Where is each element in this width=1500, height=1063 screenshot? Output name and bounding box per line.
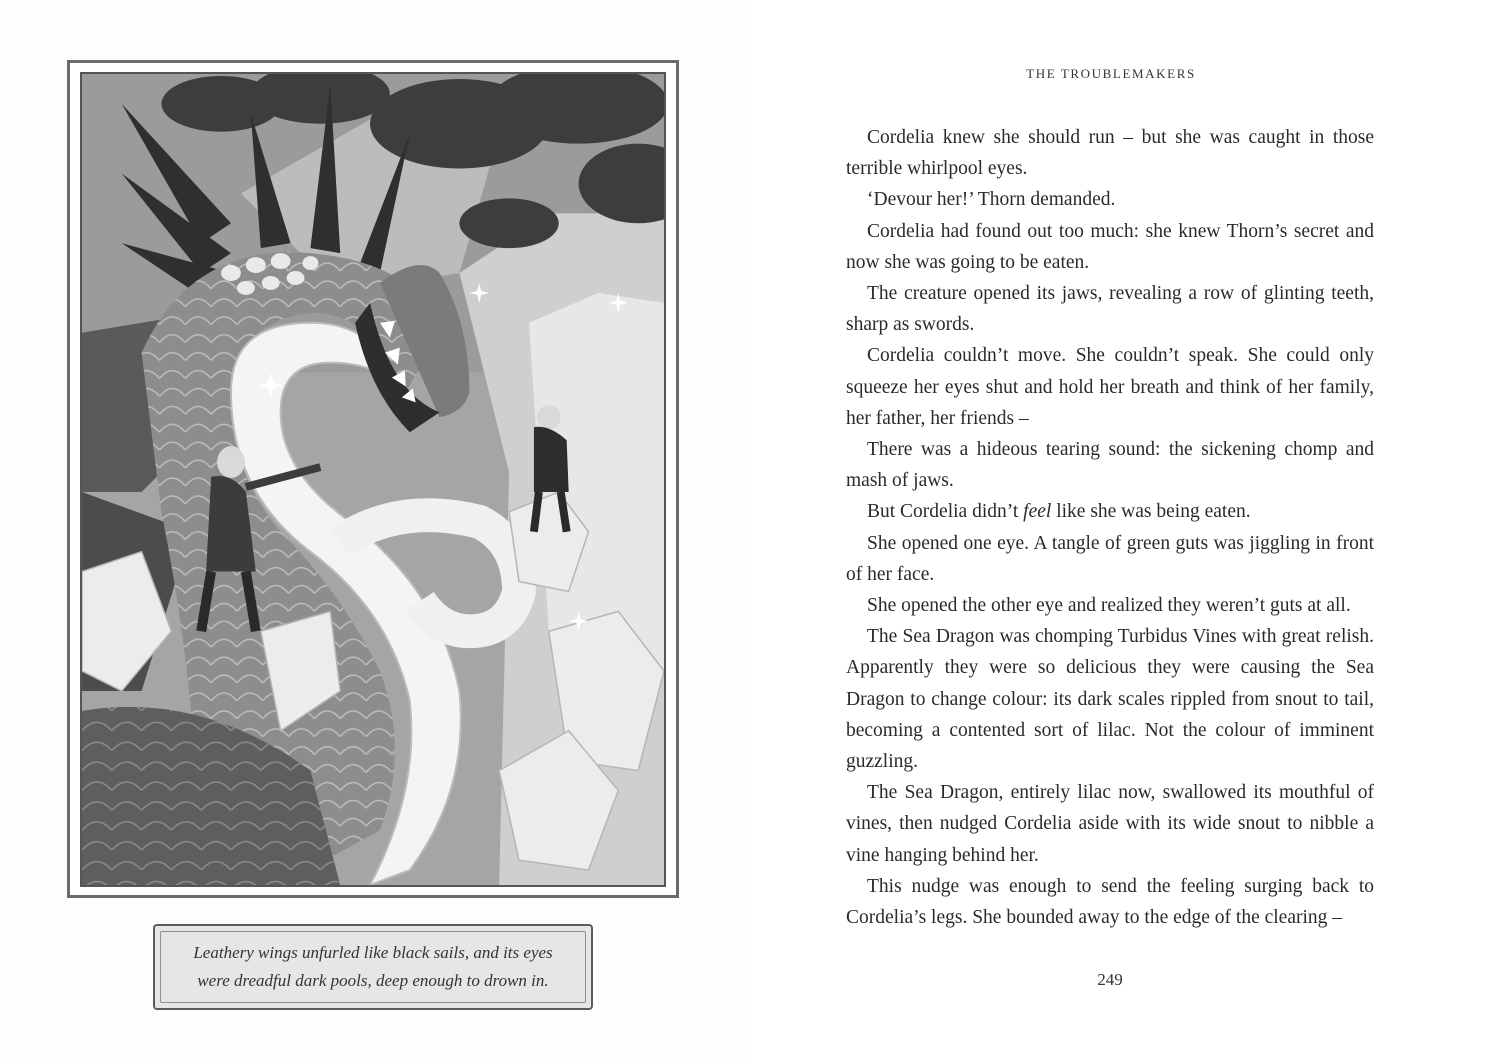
paragraph (846, 216, 1374, 278)
paragraph (846, 777, 1374, 871)
paragraph-text: The Sea Dragon was chomping Turbidus Vines with great relish. Apparently they were so delicious they were causing the Sea Dragon to change colour: its dark scales rippled from snout to tail, becoming a contented sort of lilac. Not the colour of imminent guzzling. (846, 626, 1374, 773)
caption-plaque (153, 924, 593, 1010)
paragraph (846, 434, 1374, 496)
paragraph (846, 871, 1374, 933)
paragraph (846, 278, 1374, 340)
paragraph (846, 621, 1374, 777)
paragraph-text: She opened one eye. A tangle of green guts was jiggling in front of her face. (846, 532, 1374, 585)
paragraph (846, 528, 1374, 590)
paragraph (846, 184, 1374, 215)
illustration-artwork (82, 74, 664, 885)
paragraph (846, 496, 1374, 527)
paragraph-text: This nudge was enough to send the feeling surging back to Cordelia’s legs. She bounded away to the edge of the clearing – (846, 875, 1374, 929)
caption-line-1: Leathery wings unfurled like black sails, and its eyes (193, 943, 553, 962)
body-text (846, 122, 1374, 933)
paragraph (846, 590, 1374, 621)
paragraph-text: Cordelia had found out too much: she knew Thorn’s secret and now she was going to be eaten. (846, 220, 1374, 273)
paragraph-text: The Sea Dragon, entirely lilac now, swallowed its mouthful of vines, then nudged Cordelia aside with its wide snout to nibble a vine hanging behind her. (846, 782, 1374, 866)
paragraph-text: The creature opened its jaws, revealing a row of glinting teeth, sharp as swords. (846, 283, 1374, 336)
running-head: THE TROUBLEMAKERS (1026, 66, 1196, 81)
paragraph-text: Cordelia couldn’t move. She couldn’t speak. She could only squeeze her eyes shut and hold her breath and think of her family, her father, her friends – (846, 345, 1374, 429)
paragraph-text: ‘Devour her!’ Thorn demanded. (867, 189, 1116, 211)
page-number: 249 (1097, 970, 1123, 989)
paragraph-text: But Cordelia didn’t (867, 501, 1024, 523)
caption-line-2: were dreadful dark pools, deep enough to drown in. (197, 971, 549, 990)
paragraph-text: There was a hideous tearing sound: the sickening chomp and mash of jaws. (846, 439, 1374, 492)
illustration-caption (173, 939, 573, 995)
paragraph (846, 340, 1374, 434)
paragraph-text: like she was being eaten. (1051, 501, 1251, 523)
sea-dragon-illustration (80, 72, 666, 887)
paragraph (846, 122, 1374, 184)
paragraph-text: Cordelia knew she should run – but she was caught in those terrible whirlpool eyes. (846, 127, 1374, 180)
emphasis: feel (1023, 501, 1052, 523)
paragraph-text: She opened the other eye and realized they weren’t guts at all. (867, 595, 1351, 617)
